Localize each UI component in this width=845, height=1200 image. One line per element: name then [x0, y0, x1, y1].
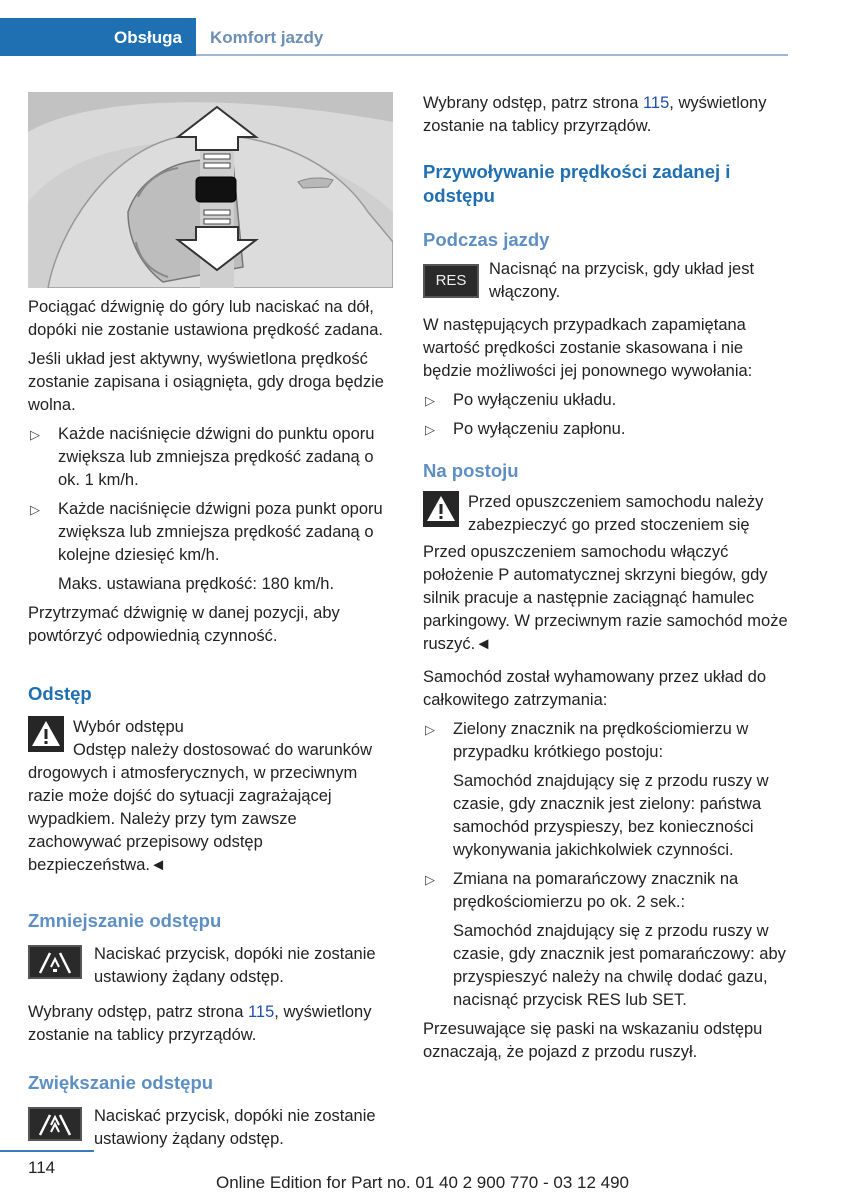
bullet-triangle-icon: ▷	[30, 427, 40, 442]
warning-title: Wybór odstępu	[73, 718, 184, 736]
warning-icon	[423, 491, 459, 527]
bullet-triangle-icon: ▷	[425, 872, 435, 887]
right-column	[423, 92, 789, 1070]
res-row	[423, 258, 789, 310]
heading-na-postoju: Na postoju	[423, 460, 519, 481]
bullet-triangle-icon: ▷	[30, 502, 40, 517]
list-item: ▷ Każde naciśnięcie dźwigni do punktu oporu zwiększa lub zmniejsza prędkość zadaną o ok. 1 km/h.	[30, 425, 375, 489]
list-item: ▷ Każde naciśnięcie dźwigni poza punkt oporu zwiększa lub zmniejsza prędkość zadaną o kolejne dziesięć km/h.	[30, 500, 383, 564]
bullet-triangle-icon: ▷	[425, 722, 435, 737]
distance-reference: Wybrany odstęp, patrz strona 115, wyświetlony zostanie na tablicy przyrządów.	[423, 94, 767, 135]
active-paragraph: Jeśli układ jest aktywny, wyświetlona prędkość zostanie zapisana i osiągnięta, gdy droga będzie wolna.	[28, 350, 384, 414]
max-speed-note: Maks. ustawiana prędkość: 180 km/h.	[58, 575, 335, 593]
page-header	[0, 0, 845, 56]
marker-list	[423, 718, 789, 764]
heading-przywolywanie: Przywoływanie prędkości zadanej i odstępu	[423, 161, 731, 206]
marker-list-2	[423, 868, 789, 914]
subsection-title: Komfort jazdy	[210, 28, 324, 47]
res-button-icon: RES	[423, 264, 479, 298]
warning-icon	[28, 716, 64, 752]
decrease-distance-row	[28, 943, 390, 989]
page-link[interactable]: 115	[247, 1003, 275, 1021]
orange-marker-note: Samochód znajdujący się z przodu ruszy w czasie, gdy znacznik jest pomarańczowy: aby przyspieszyć należy na chwilę dodać gazu, nacisnąć przycisk RES lub SET.	[453, 922, 786, 1009]
reset-list	[423, 389, 789, 441]
reset-paragraph: W następujących przypadkach zapamiętana wartość prędkości zostanie skasowana i nie będzie możliwości jej ponownego wywołania:	[423, 316, 753, 380]
section-tab: Obsługa	[0, 18, 196, 56]
bars-paragraph: Przesuwające się paski na wskazaniu odstępu oznaczają, że pojazd z przodu ruszył.	[423, 1020, 763, 1061]
warning-distance	[28, 716, 390, 762]
heading-podczas-jazdy: Podczas jazdy	[423, 229, 550, 250]
heading-odstep: Odstęp	[28, 683, 92, 704]
heading-zwiekszanie: Zwiększanie odstępu	[28, 1072, 214, 1093]
left-column	[28, 92, 390, 1151]
distance-decrease-button-icon	[28, 945, 82, 979]
warning-first-line: Odstęp należy dostosować do warunków	[73, 741, 372, 759]
increase-instruction: Naciskać przycisk, dopóki nie zostanie ustawiony żądany odstęp.	[94, 1107, 376, 1148]
heading-zmniejszanie: Zmniejszanie odstępu	[28, 910, 222, 931]
decrease-instruction: Naciskać przycisk, dopóki nie zostanie ustawiony żądany odstęp.	[94, 945, 376, 986]
warning-text: drogowych i atmosferycznych, w przeciwnym razie może dojść do sytuacji zagrażającej wypadkiem. Należy przy tym zawsze zachowywać przepisowy odstęp bezpieczeństwa.◄	[28, 764, 358, 874]
bullet-triangle-icon: ▷	[425, 422, 435, 437]
page-link[interactable]: 115	[642, 94, 670, 112]
increase-distance-row	[28, 1105, 390, 1151]
bullet-triangle-icon: ▷	[425, 393, 435, 408]
hold-paragraph: Przytrzymać dźwignię w danej pozycji, aby powtórzyć odpowiednią czynność.	[28, 604, 340, 645]
list-item: ▷ Po wyłączeniu układu.	[423, 389, 789, 412]
intro-paragraph: Pociągać dźwignię do góry lub naciskać na dół, dopóki nie zostanie ustawiona prędkość zadana.	[28, 298, 383, 339]
footer-rule	[0, 1150, 94, 1152]
list-item: ▷ Po wyłączeniu zapłonu.	[423, 418, 789, 441]
header-rule	[196, 54, 788, 56]
lever-list	[28, 423, 390, 567]
distance-reference: Wybrany odstęp, patrz strona 115, wyświetlony zostanie na tablicy przyrządów.	[28, 1003, 372, 1044]
steering-wheel-illustration	[28, 92, 393, 288]
green-marker-note: Samochód znajdujący się z przodu ruszy w czasie, gdy znacznik jest zielony: państwa samochód przyspieszy, bez konieczności wykonywania jakichkolwiek czynności.	[453, 772, 769, 859]
warning-parking	[423, 491, 789, 537]
parking-paragraph: Przed opuszczeniem samochodu włączyć położenie P automatycznej skrzyni biegów, gdy silnik pracuje a następnie zaciągnąć hamulec parkingowy. W przeciwnym razie samochód może ruszyć.◄	[423, 543, 788, 653]
edition-note: Online Edition for Part no. 01 40 2 900 770 - 03 12 490	[215, 1173, 629, 1192]
list-item: ▷ Zielony znacznik na prędkościomierzu w przypadku krótkiego postoju:	[425, 720, 749, 761]
distance-increase-button-icon	[28, 1107, 82, 1141]
page-number: 114	[28, 1158, 56, 1177]
list-item: ▷ Zmiana na pomarańczowy znacznik na prędkościomierzu po ok. 2 sek.:	[425, 870, 739, 911]
warning-text: Przed opuszczeniem samochodu należy zabezpieczyć go przed stoczeniem się	[468, 493, 764, 534]
res-instruction: Nacisnąć na przycisk, gdy układ jest włączony.	[489, 260, 755, 301]
stop-paragraph: Samochód został wyhamowany przez układ do całkowitego zatrzymania:	[423, 668, 767, 709]
